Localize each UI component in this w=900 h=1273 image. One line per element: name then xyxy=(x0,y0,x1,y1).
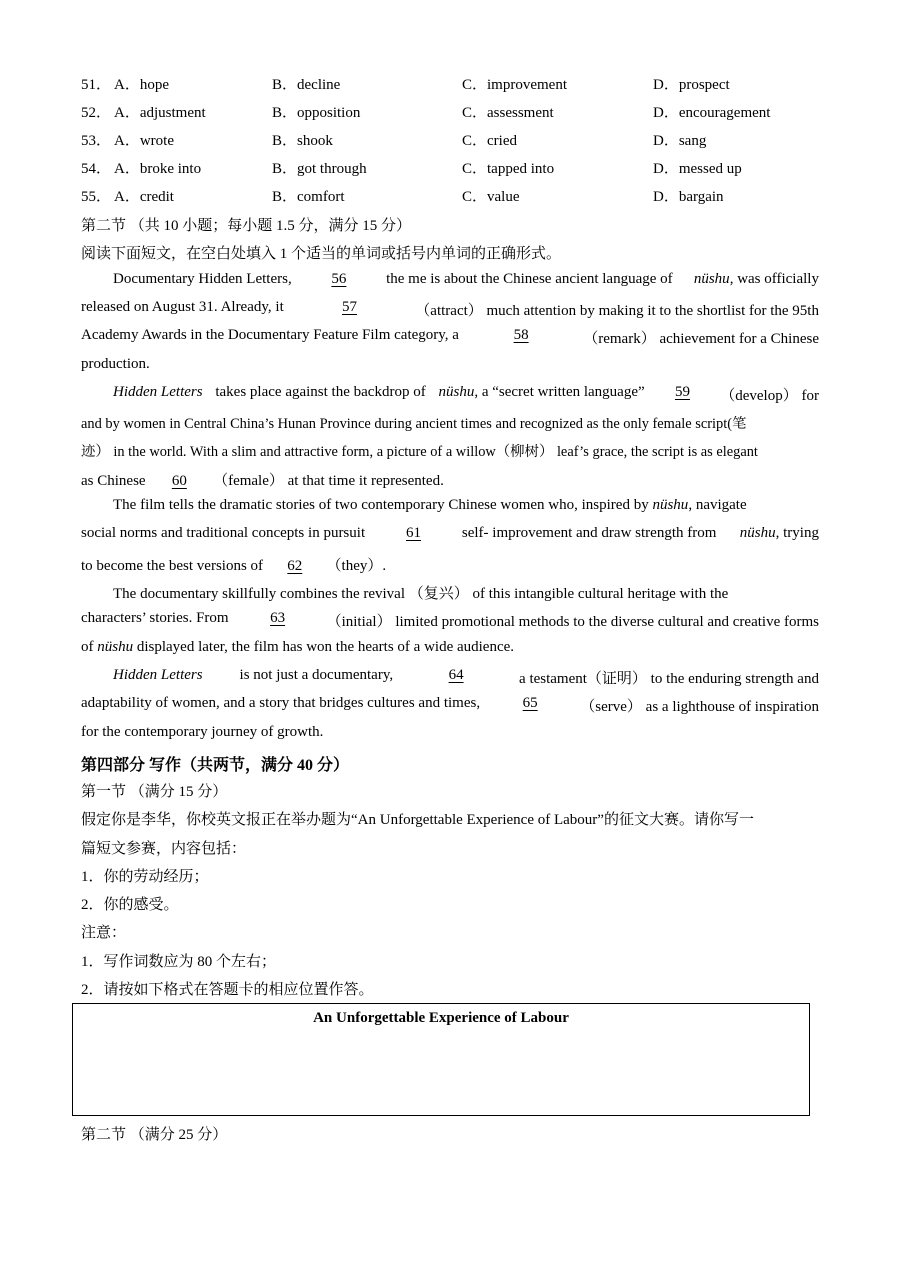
passage-line: 迹） in the world. With a slim and attractive form, a picture of a willow（柳树） leaf’s grace, the script is as elegant xyxy=(81,444,758,460)
option-c: C．value xyxy=(462,189,520,205)
passage-line xyxy=(81,469,444,490)
passage-text: （initial） limited promotional methods to the diverse cultural and creative forms xyxy=(326,614,819,630)
passage-text: The film tells the dramatic stories of two contemporary Chinese women who, inspired by xyxy=(113,497,649,513)
note-item: 2．请按如下格式在答题卡的相应位置作答。 xyxy=(81,982,374,998)
passage-text: displayed later, the film has won the hearts of a wide audience. xyxy=(136,639,515,655)
option-row-52 xyxy=(81,101,841,125)
blank-65[interactable]: 65 xyxy=(522,695,538,711)
content-item: 2．你的感受。 xyxy=(81,897,179,913)
passage-line xyxy=(81,610,819,631)
section-2-instruction: 阅读下面短文，在空白处填入 1 个适当的单词或括号内单词的正确形式。 xyxy=(81,246,562,262)
option-row-54 xyxy=(81,157,841,181)
content-item: 1．你的劳动经历； xyxy=(81,869,209,885)
option-b: B．decline xyxy=(272,77,341,93)
blank-56[interactable]: 56 xyxy=(331,271,347,287)
note-label: 注意： xyxy=(81,925,127,941)
passage-text: , trying xyxy=(775,525,819,541)
passage-text: （female） at that time it represented. xyxy=(213,473,444,489)
passage-line: production. xyxy=(81,356,150,372)
part-4-header: 第四部分 写作（共两节，满分 40 分） xyxy=(81,757,350,774)
option-a: A．credit xyxy=(114,189,174,205)
option-a: A．hope xyxy=(114,77,169,93)
passage-line xyxy=(113,384,819,405)
option-a: A．adjustment xyxy=(114,105,206,121)
option-d: D．encouragement xyxy=(653,105,771,121)
blank-64[interactable]: 64 xyxy=(448,667,464,683)
passage-text: Documentary Hidden Letters, xyxy=(113,271,292,287)
option-a: A．broke into xyxy=(114,161,202,177)
writing-prompt: 假定你是李华，你校英文报正在举办题为“An Unforgettable Experience of Labour”的征文大赛。请你写一 xyxy=(81,812,754,828)
blank-60[interactable]: 60 xyxy=(171,473,187,489)
italic-term: nüshu xyxy=(97,639,134,655)
passage-text: to become the best versions of xyxy=(81,558,264,574)
italic-term: nüshu xyxy=(438,384,475,400)
answer-box[interactable] xyxy=(72,1003,810,1116)
passage-line xyxy=(113,497,819,514)
blank-62[interactable]: 62 xyxy=(287,558,303,574)
section-2-writing-header: 第二节 （满分 25 分） xyxy=(81,1127,228,1143)
section-2-header: 第二节 （共 10 小题；每小题 1.5 分，满分 15 分） xyxy=(81,218,412,234)
option-d: D．prospect xyxy=(653,77,730,93)
question-number: 52． xyxy=(81,105,112,121)
passage-text: of xyxy=(81,639,94,655)
passage-text: , a “secret written language” xyxy=(474,384,645,400)
passage-line xyxy=(81,525,819,542)
passage-text: （attract） much attention by making it to the shortlist for the 95th xyxy=(415,303,819,319)
question-number: 51． xyxy=(81,77,112,93)
passage-text: the me is about the Chinese ancient language of xyxy=(386,271,673,287)
option-d: D．messed up xyxy=(653,161,742,177)
answer-box-title: An Unforgettable Experience of Labour xyxy=(313,1010,569,1026)
blank-63[interactable]: 63 xyxy=(270,610,286,626)
section-1-header: 第一节 （满分 15 分） xyxy=(81,784,228,800)
passage-text: as Chinese xyxy=(81,473,146,489)
option-a: A．wrote xyxy=(114,133,174,149)
passage-text: Academy Awards in the Documentary Feature Film category, a xyxy=(81,327,459,343)
option-c: C．improvement xyxy=(462,77,567,93)
option-b: B．opposition xyxy=(272,105,361,121)
passage-text: released on August 31. Already, it xyxy=(81,299,284,315)
passage-text: self- improvement and draw strength from xyxy=(461,525,717,541)
option-row-55 xyxy=(81,185,841,209)
question-number: 54． xyxy=(81,161,112,177)
passage-text: a testament（证明） to the enduring strength and xyxy=(519,671,819,687)
blank-59[interactable]: 59 xyxy=(674,384,690,400)
passage-line xyxy=(81,639,514,656)
question-number: 53． xyxy=(81,133,112,149)
option-b: B．got through xyxy=(272,161,367,177)
blank-57[interactable]: 57 xyxy=(342,299,358,315)
option-row-53 xyxy=(81,129,841,153)
italic-term: nüshu xyxy=(739,525,776,541)
passage-text: （remark） achievement for a Chinese xyxy=(583,331,819,347)
option-c: C．assessment xyxy=(462,105,554,121)
option-b: B．shook xyxy=(272,133,333,149)
option-c: C．tapped into xyxy=(462,161,555,177)
passage-line xyxy=(81,327,819,348)
writing-prompt: 篇短文参赛，内容包括： xyxy=(81,841,247,857)
passage-text: social norms and traditional concepts in pursuit xyxy=(81,525,366,541)
passage-text: （serve） as a lighthouse of inspiration xyxy=(580,699,819,715)
option-d: D．sang xyxy=(653,133,707,149)
italic-term: nüshu xyxy=(652,497,689,513)
passage-text: is not just a documentary, xyxy=(239,667,394,683)
passage-line: The documentary skillfully combines the revival （复兴） of this intangible cultural heritage with the xyxy=(113,586,729,602)
option-row-51 xyxy=(81,73,841,97)
passage-text: （develop） for xyxy=(720,388,819,404)
passage-line xyxy=(113,667,819,688)
passage-text: , was officially xyxy=(729,271,819,287)
passage-line xyxy=(81,554,386,575)
option-b: B．comfort xyxy=(272,189,345,205)
option-d: D．bargain xyxy=(653,189,724,205)
italic-term: nüshu xyxy=(693,271,730,287)
passage-text: takes place against the backdrop of xyxy=(215,384,426,400)
note-item: 1．写作词数应为 80 个左右； xyxy=(81,954,277,970)
passage-text: （they）. xyxy=(326,558,387,574)
passage-line xyxy=(81,695,819,716)
passage-text: characters’ stories. From xyxy=(81,610,229,626)
question-number: 55． xyxy=(81,189,112,205)
blank-58[interactable]: 58 xyxy=(513,327,529,343)
passage-line xyxy=(81,299,819,320)
passage-line: and by women in Central China’s Hunan Province during ancient times and recognized as the only female script(笔 xyxy=(81,416,747,432)
passage-line: for the contemporary journey of growth. xyxy=(81,724,324,740)
passage-text: adaptability of women, and a story that bridges cultures and times, xyxy=(81,695,481,711)
passage-line xyxy=(113,271,819,288)
passage-text: , navigate xyxy=(688,497,747,513)
italic-title: Hidden Letters xyxy=(113,667,203,683)
option-c: C．cried xyxy=(462,133,517,149)
italic-title: Hidden Letters xyxy=(113,384,203,400)
blank-61[interactable]: 61 xyxy=(406,525,421,541)
